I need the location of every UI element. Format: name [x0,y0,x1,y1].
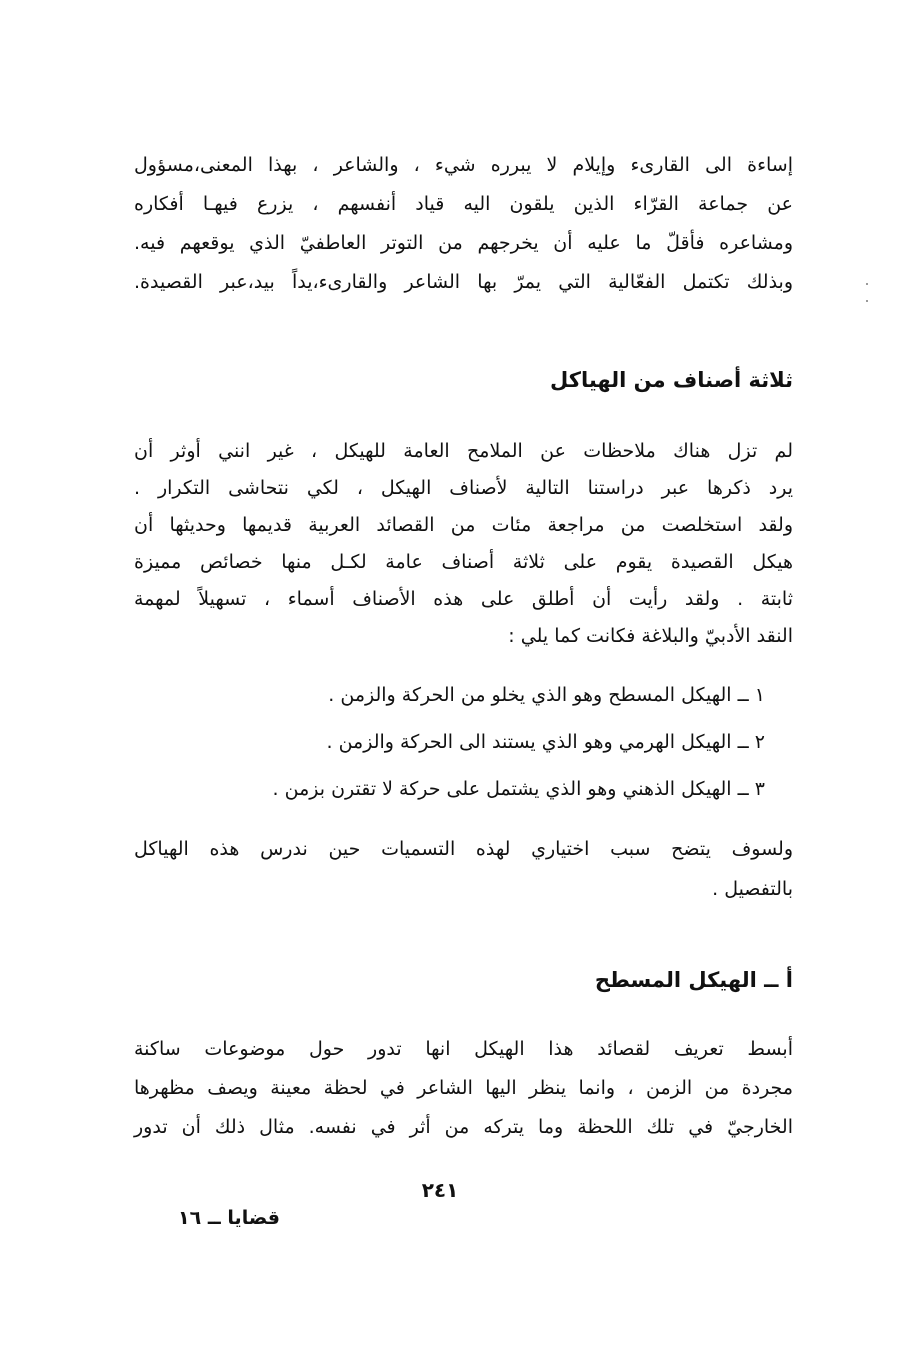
text-line: وبذلك تكتمل الفعّالية التي يمرّ بها الشاعر والقارىء،يداً بيد،عبر القصيدة. [134,271,793,293]
list-item: ٣ ــ الهيكل الذهني وهو الذي يشتمل على حركة لا تقترن بزمن . [272,778,765,800]
section-heading: ثلاثة أصناف من الهياكل [550,368,793,392]
text-line: ولقد استخلصت من مراجعة مئات من القصائد العربية قديمها وحديثها أن [134,514,793,536]
text-line: بالتفصيل . [712,878,793,900]
text-line: النقد الأدبيّ والبلاغة فكانت كما يلي : [508,625,793,647]
page-number: ٢٤١ [421,1178,459,1202]
text-line: ولسوف يتضح سبب اختياري لهذه التسميات حين ندرس هذه الهياكل [134,838,793,860]
text-line: مجردة من الزمن ، وانما ينظر اليها الشاعر في لحظة معينة ويصف مظهرها [134,1077,793,1099]
text-line: ثابتة . ولقد رأيت أن أطلق على هذه الأصناف أسماء ، تسهيلاً لمهمة [134,588,793,610]
list-item: ١ ــ الهيكل المسطح وهو الذي يخلو من الحركة والزمن . [328,684,765,706]
list-item: ٢ ــ الهيكل الهرمي وهو الذي يستند الى الحركة والزمن . [326,731,765,753]
text-line: لم تزل هناك ملاحظات عن الملامح العامة للهيكل ، غير انني أوثر أن [134,440,793,462]
text-line: هيكل القصيدة يقوم على ثلاثة أصناف عامة لكـل منها خصائص مميزة [134,551,793,573]
text-line: إساءة الى القارىء وإيلام لا يبرره شيء ، والشاعر ، بهذا المعنى،مسؤول [134,154,793,176]
subsection-heading: أ ــ الهيكل المسطح [594,968,793,992]
scan-speck [866,300,868,302]
text-line: عن جماعة القرّاء الذين يلقون اليه قياد أنفسهم ، يزرع فيهـا أفكاره [134,193,793,215]
signature-mark: قضايا ــ ١٦ [178,1207,280,1229]
text-line: أبسط تعريف لقصائد هذا الهيكل انها تدور حول موضوعات ساكنة [134,1038,793,1060]
scan-speck [866,283,868,285]
text-line: ومشاعره فأقلّ ما عليه أن يخرجهم من التوتر العاطفيّ الذي يوقعهم فيه. [134,232,793,254]
text-line: يرد ذكرها عبر دراستنا التالية لأصناف الهيكل ، لكي نتحاشى التكرار . [134,477,793,499]
text-line: الخارجيّ في تلك اللحظة وما يتركه من أثر في نفسه. مثال ذلك أن تدور [134,1116,793,1138]
